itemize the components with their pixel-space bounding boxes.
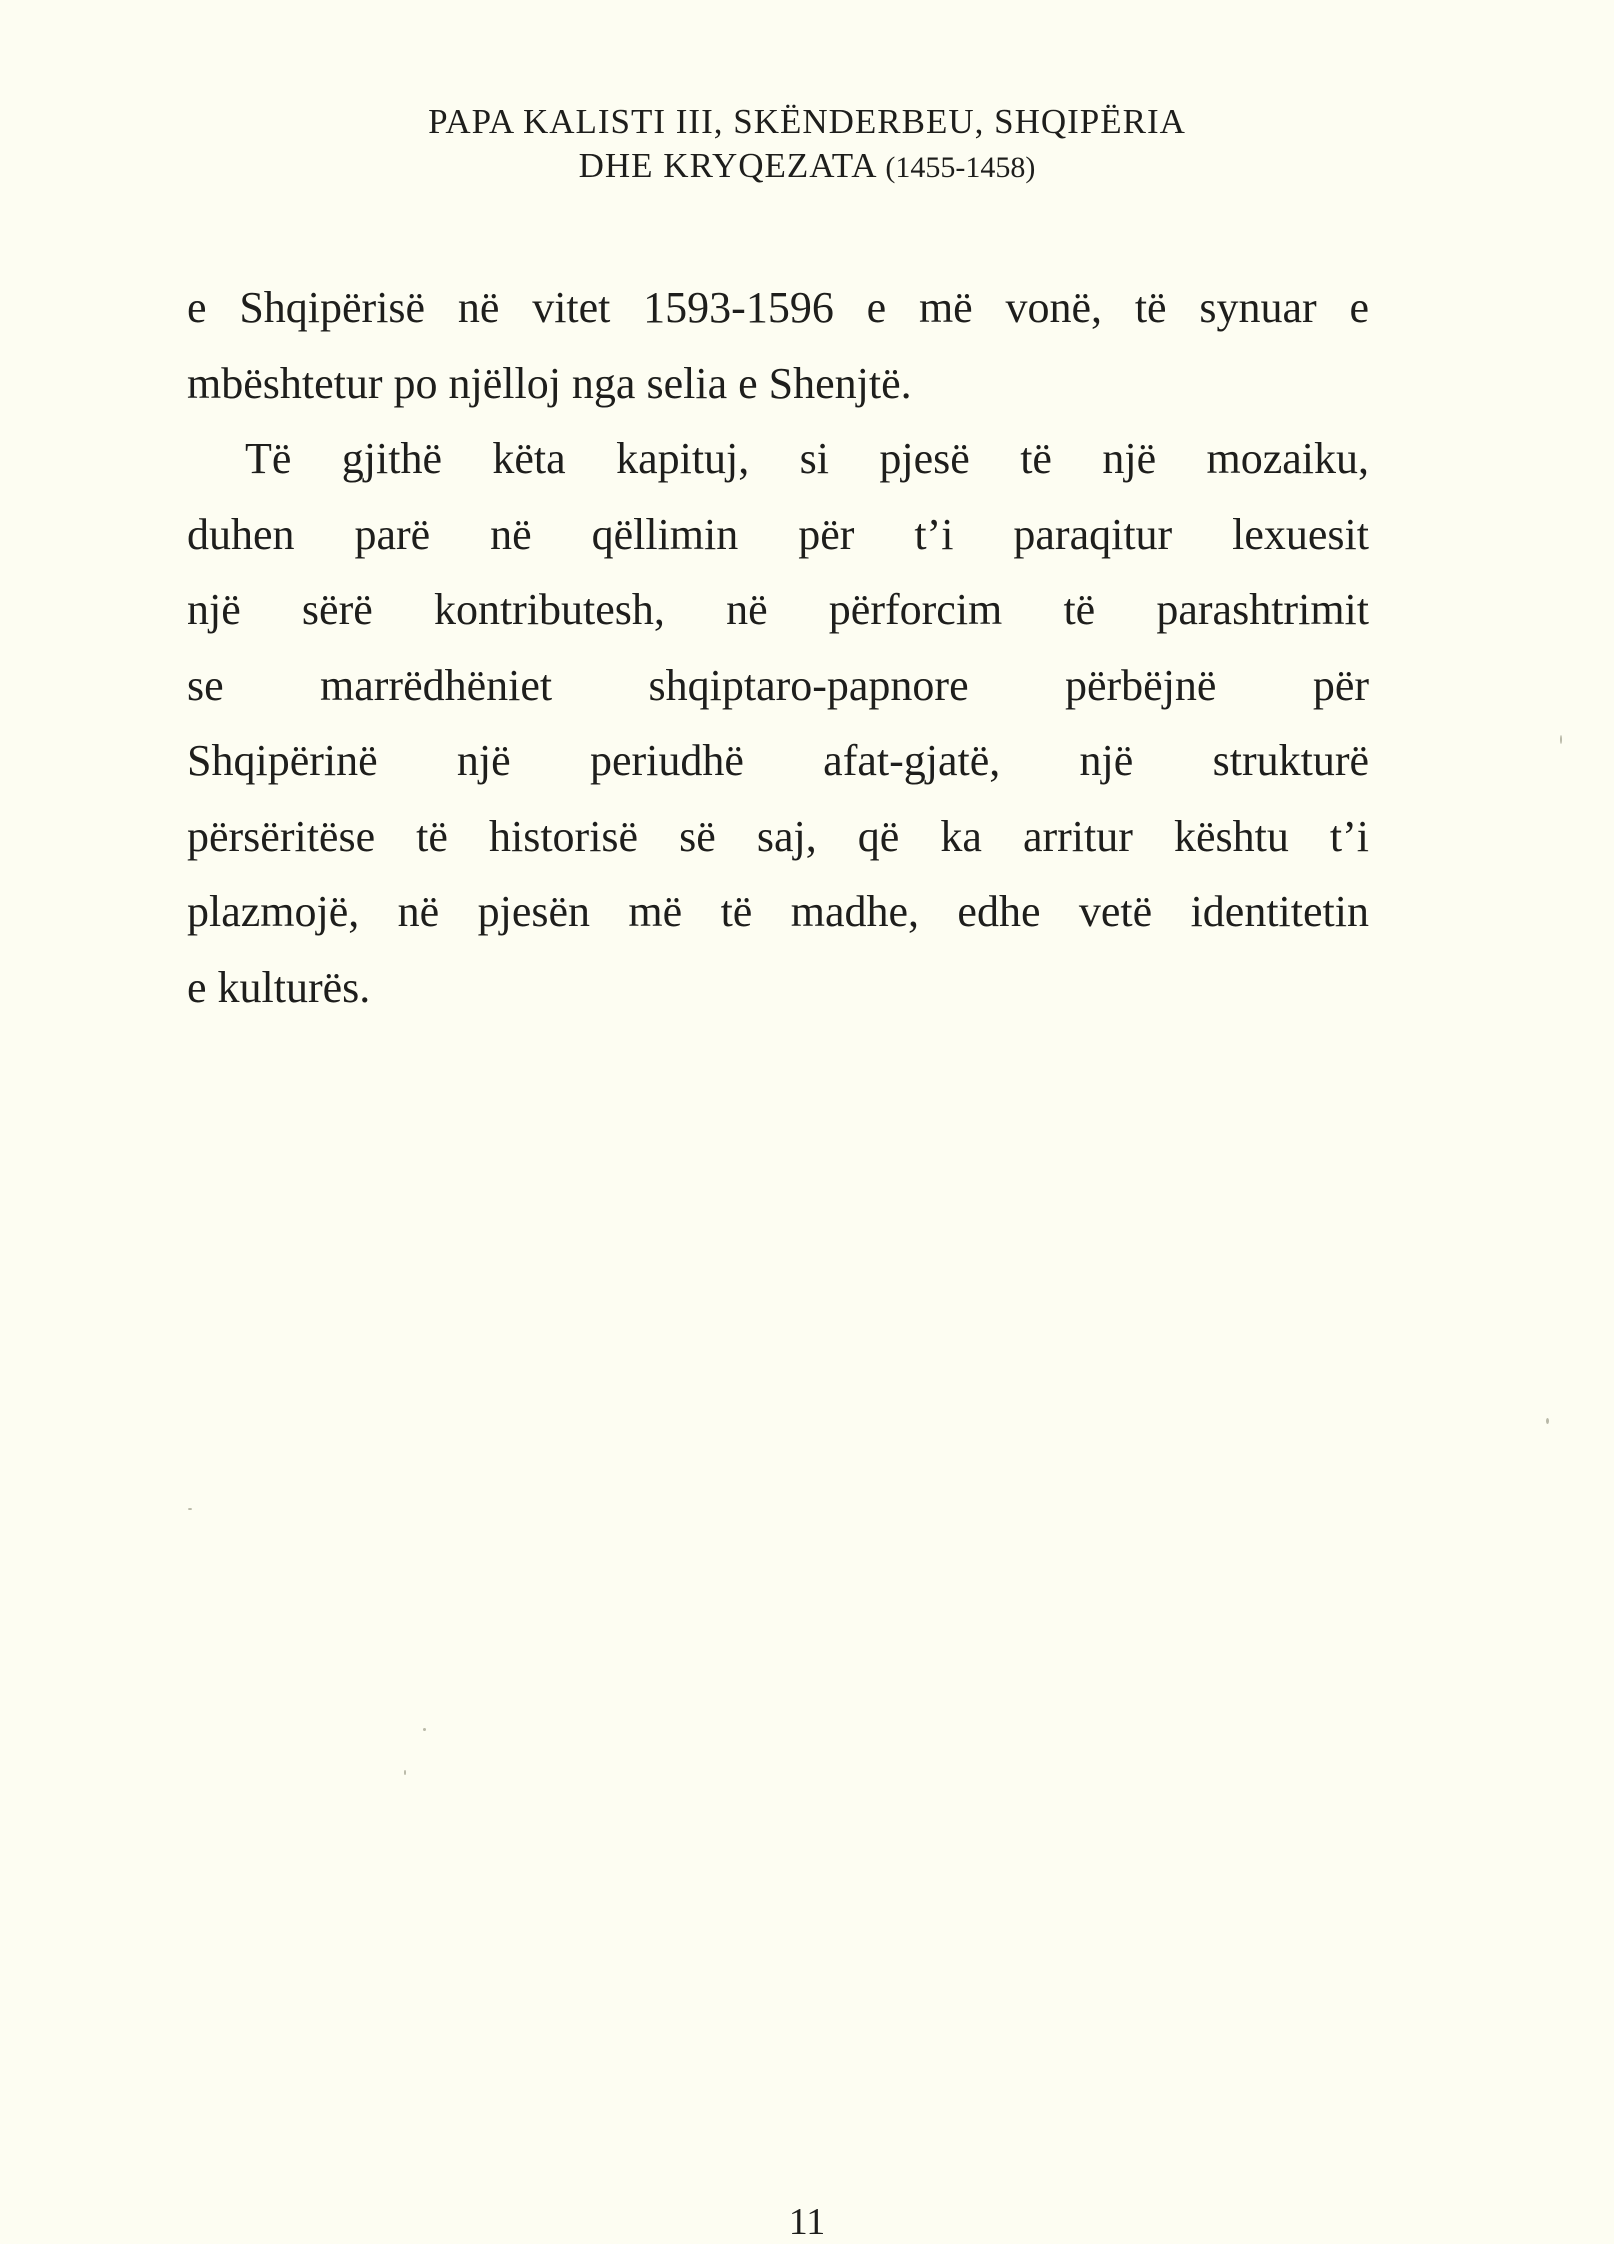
header-years: (1455-1458) [885, 151, 1036, 184]
text-line: e kulturës. [187, 962, 371, 1012]
header-line-1: PAPA KALISTI III, SKËNDERBEU, SHQIPËRIA [428, 102, 1186, 141]
text-line: Shqipërinë një periudhë afat-gjatë, një strukturë [187, 736, 1369, 785]
page-number: 11 [788, 2201, 826, 2243]
text-line: se marrëdhëniet shqiptaro-papnore përbëjnë për [187, 660, 1369, 710]
paragraph-continued [187, 270, 1369, 421]
header-line-2 [0, 142, 1614, 192]
text-line: e Shqipërisë në vitet 1593-1596 e më vonë, të synuar e [187, 283, 1369, 332]
text-line: duhen parë në qëllimin për t’i paraqitur lexuesit [187, 509, 1369, 559]
text-line: plazmojë, në pjesën më të madhe, edhe vetë identitetin [187, 887, 1369, 936]
paragraph-main [187, 421, 1369, 1025]
text-line: një sërë kontributesh, në përforcim të parashtrimit [187, 585, 1369, 634]
text-line: përsëritëse të historisë së saj, që ka arritur kështu t’i [187, 811, 1369, 861]
text-line: Të gjithë këta kapituj, si pjesë të një mozaiku, [245, 434, 1369, 483]
header-title: DHE KRYQEZATA [578, 146, 876, 185]
text-line: mbështetur po njëlloj nga selia e Shenjtë. [187, 358, 912, 408]
